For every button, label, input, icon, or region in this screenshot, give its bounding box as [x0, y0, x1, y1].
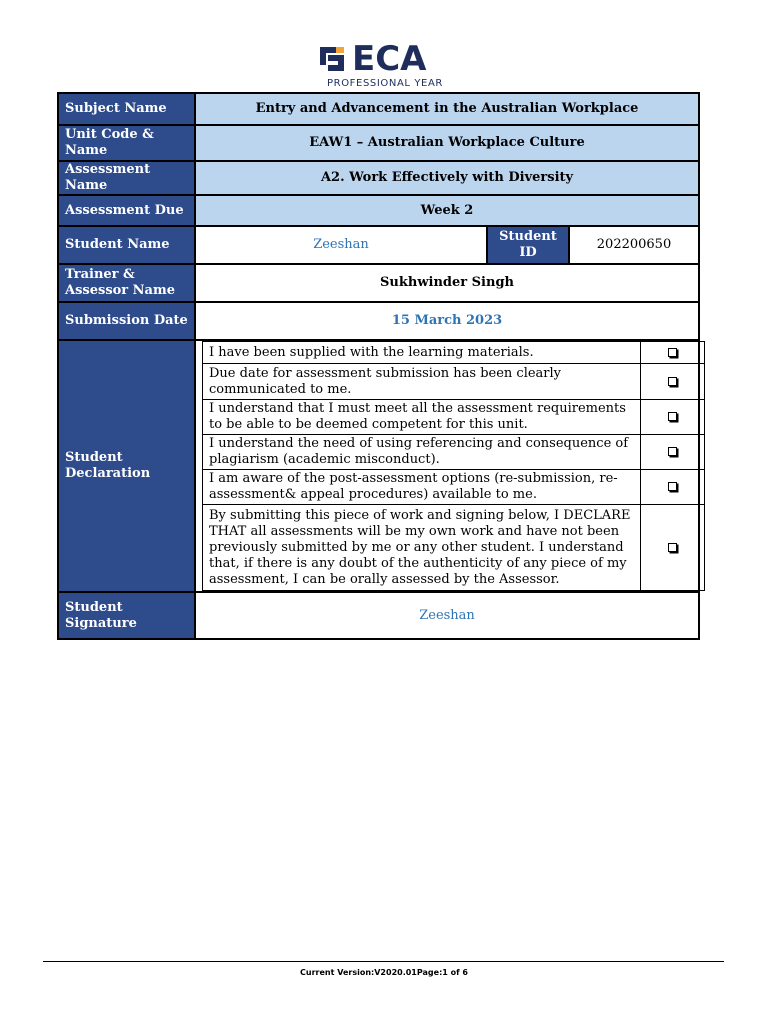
- checkbox-icon[interactable]: [668, 412, 677, 421]
- declaration-checkbox[interactable]: [641, 364, 705, 400]
- unit-code-value: EAW1 – Australian Workplace Culture: [195, 125, 699, 161]
- row-unit-code: [58, 125, 699, 161]
- declaration-list: [195, 340, 699, 592]
- declaration-item: [203, 435, 705, 470]
- assessment-name-value: A2. Work Effectively with Diversity: [195, 161, 699, 195]
- student-id-label: Student ID: [487, 226, 569, 264]
- declaration-table: [202, 341, 705, 591]
- declaration-item: [203, 505, 705, 591]
- row-submission-date: [58, 302, 699, 340]
- student-name-value[interactable]: Zeeshan: [195, 226, 487, 264]
- declaration-text: I understand the need of using referencing and consequence of plagiarism (academic misconduct).: [203, 435, 641, 470]
- checkbox-icon[interactable]: [668, 377, 677, 386]
- signature-value[interactable]: Zeeshan: [195, 592, 699, 639]
- footer-divider: [43, 961, 724, 962]
- row-signature: [58, 592, 699, 639]
- checkbox-icon[interactable]: [668, 348, 677, 357]
- checkbox-icon[interactable]: [668, 447, 677, 456]
- assessment-due-label: Assessment Due: [58, 195, 195, 226]
- submission-date-label: Submission Date: [58, 302, 195, 340]
- declaration-checkbox[interactable]: [641, 342, 705, 364]
- eca-logo: [318, 39, 458, 92]
- checkbox-icon[interactable]: [668, 543, 677, 552]
- assessment-name-label: Assessment Name: [58, 161, 195, 195]
- logo-tagline: PROFESSIONAL YEAR: [327, 78, 443, 89]
- submission-date-value[interactable]: 15 March 2023: [195, 302, 699, 340]
- declaration-checkbox[interactable]: [641, 400, 705, 435]
- declaration-checkbox[interactable]: [641, 435, 705, 470]
- declaration-text: I am aware of the post-assessment options (re-submission, re-assessment& appeal procedures) available to me.: [203, 470, 641, 505]
- declaration-text: Due date for assessment submission has been clearly communicated to me.: [203, 364, 641, 400]
- row-student-name: [58, 226, 699, 264]
- declaration-text: By submitting this piece of work and signing below, I DECLARE THAT all assessments will be my own work and have not been previously submitted by me or any other student. I understand that, if there is any doubt of the authenticity of any piece of my assessment, I can be orally assessed by the Assessor.: [203, 505, 641, 591]
- student-id-value[interactable]: 202200650: [569, 226, 699, 264]
- row-declaration: [58, 340, 699, 592]
- row-subject-name: [58, 93, 699, 125]
- logo-brand: ECA: [352, 39, 427, 79]
- signature-label: Student Signature: [58, 592, 195, 639]
- student-name-label: Student Name: [58, 226, 195, 264]
- declaration-checkbox[interactable]: [641, 505, 705, 591]
- declaration-label: Student Declaration: [58, 340, 195, 592]
- declaration-item: [203, 342, 705, 364]
- declaration-item: [203, 364, 705, 400]
- checkbox-icon[interactable]: [668, 482, 677, 491]
- trainer-label: Trainer & Assessor Name: [58, 264, 195, 302]
- footer-version: Current Version:V2020.01Page:1 of 6: [300, 968, 468, 977]
- trainer-value: Sukhwinder Singh: [195, 264, 699, 302]
- declaration-item: [203, 400, 705, 435]
- subject-name-label: Subject Name: [58, 93, 195, 125]
- assessment-due-value: Week 2: [195, 195, 699, 226]
- subject-name-value: Entry and Advancement in the Australian Workplace: [195, 93, 699, 125]
- unit-code-label: Unit Code & Name: [58, 125, 195, 161]
- row-assessment-due: [58, 195, 699, 226]
- declaration-text: I have been supplied with the learning materials.: [203, 342, 641, 364]
- assessment-cover-table: [57, 92, 700, 640]
- declaration-item: [203, 470, 705, 505]
- declaration-checkbox[interactable]: [641, 470, 705, 505]
- declaration-text: I understand that I must meet all the assessment requirements to be able to be deemed competent for this unit.: [203, 400, 641, 435]
- eca-logo-mark-icon: [318, 45, 346, 73]
- row-assessment-name: [58, 161, 699, 195]
- row-trainer: [58, 264, 699, 302]
